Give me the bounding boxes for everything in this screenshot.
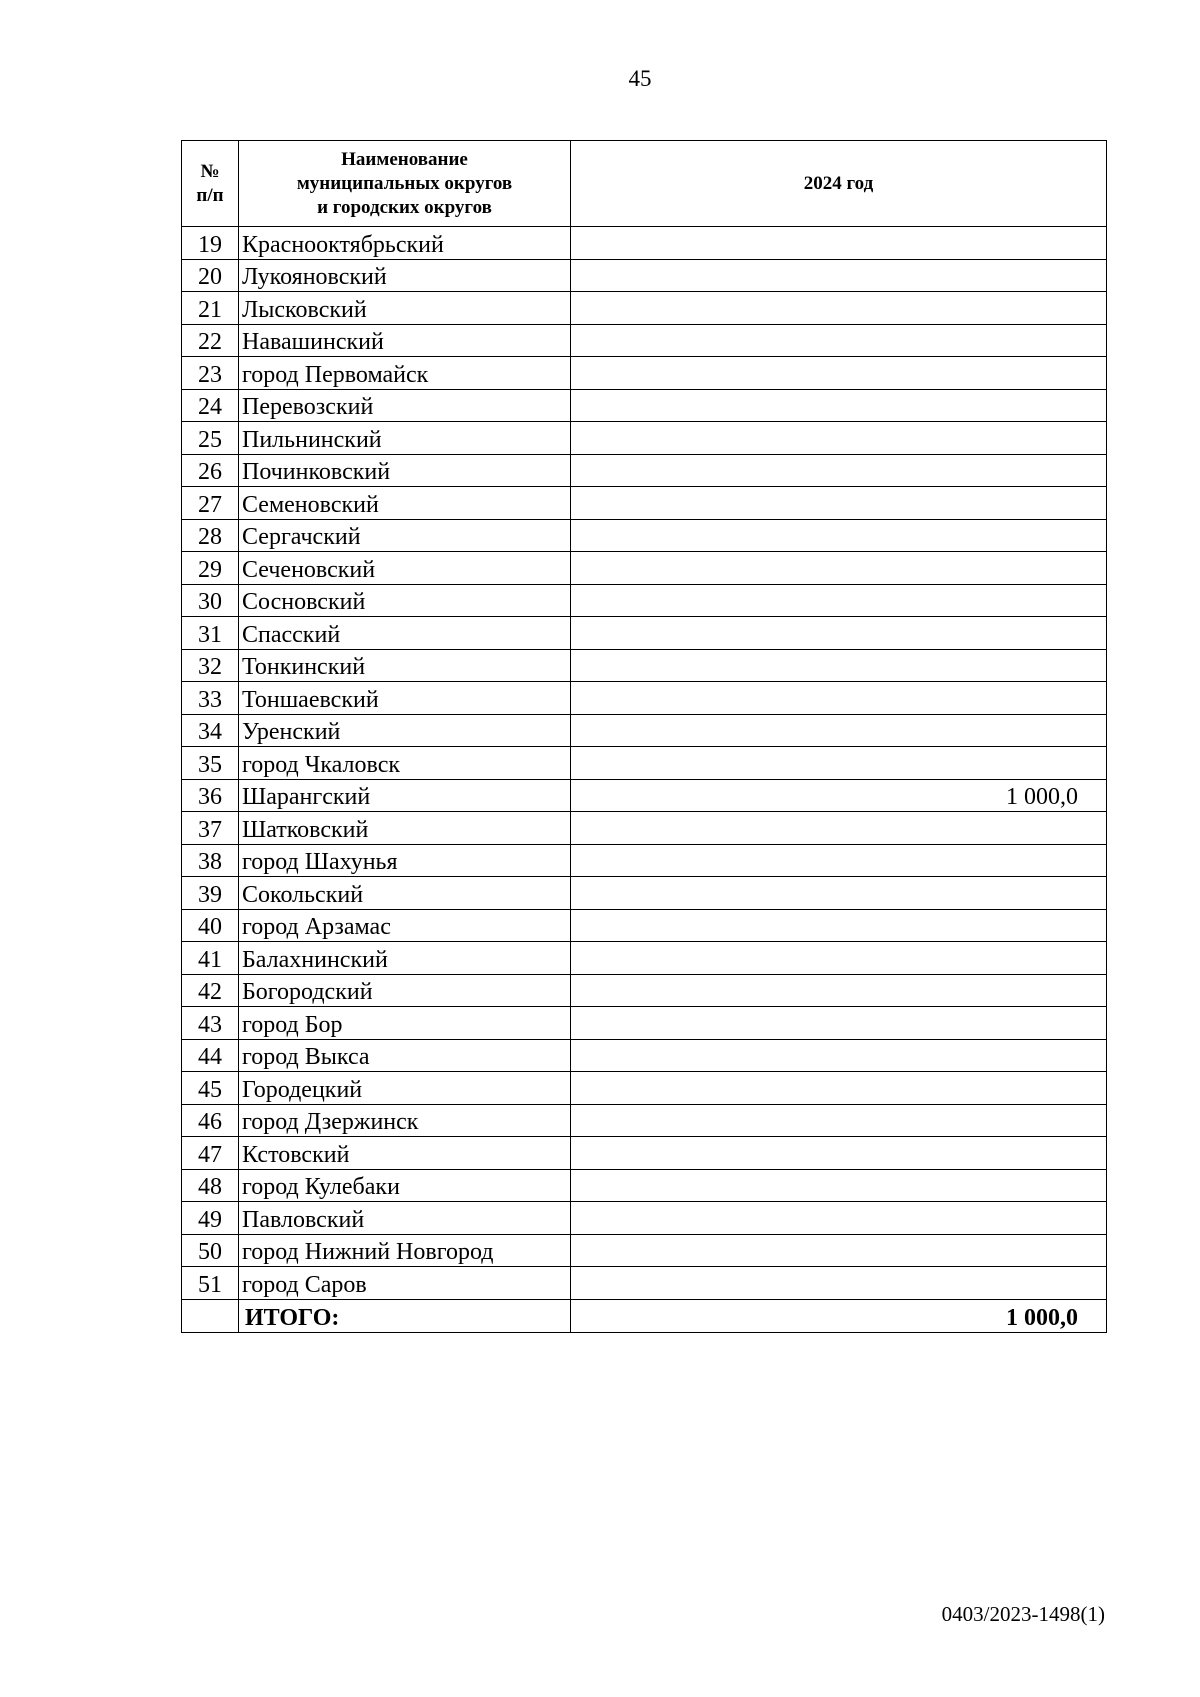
header-number: № п/п <box>182 141 239 227</box>
row-value <box>571 487 1107 520</box>
row-number: 30 <box>182 584 239 617</box>
row-name: Балахнинский <box>239 942 571 975</box>
row-name: Тоншаевский <box>239 682 571 715</box>
row-value <box>571 324 1107 357</box>
row-number: 43 <box>182 1007 239 1040</box>
row-name: город Саров <box>239 1267 571 1300</box>
row-name: город Выкса <box>239 1039 571 1072</box>
row-name: Перевозский <box>239 389 571 422</box>
row-value <box>571 292 1107 325</box>
row-name: город Чкаловск <box>239 747 571 780</box>
table-row <box>182 422 1107 455</box>
row-number: 38 <box>182 844 239 877</box>
row-number: 51 <box>182 1267 239 1300</box>
row-value <box>571 617 1107 650</box>
table-row <box>182 649 1107 682</box>
total-value: 1 000,0 <box>571 1299 1107 1332</box>
row-value <box>571 1202 1107 1235</box>
header-year: 2024 год <box>571 141 1107 227</box>
row-number: 23 <box>182 357 239 390</box>
table-row <box>182 1039 1107 1072</box>
row-name: Лукояновский <box>239 259 571 292</box>
row-value <box>571 649 1107 682</box>
row-value <box>571 1169 1107 1202</box>
row-value <box>571 812 1107 845</box>
row-number: 26 <box>182 454 239 487</box>
table-row <box>182 1234 1107 1267</box>
row-number: 47 <box>182 1137 239 1170</box>
table-body <box>182 227 1107 1300</box>
header-name: Наименование муниципальных округов и городских округов <box>239 141 571 227</box>
row-name: Навашинский <box>239 324 571 357</box>
table-row <box>182 259 1107 292</box>
page-number: 45 <box>628 66 652 91</box>
table-row <box>182 844 1107 877</box>
table-row <box>182 227 1107 260</box>
table-row <box>182 292 1107 325</box>
table-row <box>182 909 1107 942</box>
row-value <box>571 714 1107 747</box>
table-row <box>182 747 1107 780</box>
row-name: Семеновский <box>239 487 571 520</box>
row-value <box>571 1072 1107 1105</box>
table-row <box>182 519 1107 552</box>
table-row <box>182 357 1107 390</box>
row-number: 41 <box>182 942 239 975</box>
row-value <box>571 1039 1107 1072</box>
row-name: Городецкий <box>239 1072 571 1105</box>
row-value <box>571 422 1107 455</box>
row-number: 34 <box>182 714 239 747</box>
table-row <box>182 942 1107 975</box>
row-number: 21 <box>182 292 239 325</box>
row-number: 24 <box>182 389 239 422</box>
table-row <box>182 714 1107 747</box>
row-name: Починковский <box>239 454 571 487</box>
row-value <box>571 844 1107 877</box>
row-name: Сокольский <box>239 877 571 910</box>
table-row <box>182 877 1107 910</box>
table-row <box>182 1267 1107 1300</box>
row-value <box>571 1267 1107 1300</box>
row-name: Богородский <box>239 974 571 1007</box>
total-row <box>182 1299 1107 1332</box>
row-value <box>571 389 1107 422</box>
table-row <box>182 324 1107 357</box>
row-value <box>571 1137 1107 1170</box>
row-number: 42 <box>182 974 239 1007</box>
table-row <box>182 552 1107 585</box>
row-name: Тонкинский <box>239 649 571 682</box>
table-row <box>182 1137 1107 1170</box>
row-number: 45 <box>182 1072 239 1105</box>
row-number: 37 <box>182 812 239 845</box>
row-name: город Бор <box>239 1007 571 1040</box>
row-number: 28 <box>182 519 239 552</box>
row-name: Спасский <box>239 617 571 650</box>
row-value <box>571 584 1107 617</box>
row-value <box>571 357 1107 390</box>
row-number: 19 <box>182 227 239 260</box>
budget-table <box>181 140 1107 1333</box>
row-value <box>571 877 1107 910</box>
table-row <box>182 812 1107 845</box>
row-name: Краснооктябрьский <box>239 227 571 260</box>
row-number: 46 <box>182 1104 239 1137</box>
row-number: 25 <box>182 422 239 455</box>
row-value <box>571 552 1107 585</box>
table-row <box>182 1072 1107 1105</box>
row-value <box>571 259 1107 292</box>
row-value <box>571 974 1107 1007</box>
row-name: Шарангский <box>239 779 571 812</box>
table-row <box>182 1104 1107 1137</box>
row-number: 44 <box>182 1039 239 1072</box>
table-row <box>182 389 1107 422</box>
row-name: Пильнинский <box>239 422 571 455</box>
row-value <box>571 227 1107 260</box>
document-code: 0403/2023-1498(1) <box>941 1602 1105 1626</box>
row-name: город Шахунья <box>239 844 571 877</box>
row-number: 40 <box>182 909 239 942</box>
row-name: город Кулебаки <box>239 1169 571 1202</box>
row-value: 1 000,0 <box>571 779 1107 812</box>
row-value <box>571 747 1107 780</box>
table-row <box>182 617 1107 650</box>
row-number: 31 <box>182 617 239 650</box>
row-name: город Дзержинск <box>239 1104 571 1137</box>
table-row <box>182 1202 1107 1235</box>
row-value <box>571 519 1107 552</box>
row-value <box>571 454 1107 487</box>
row-value <box>571 909 1107 942</box>
row-number: 32 <box>182 649 239 682</box>
table-row <box>182 682 1107 715</box>
row-name: Шатковский <box>239 812 571 845</box>
row-number: 22 <box>182 324 239 357</box>
row-name: Лысковский <box>239 292 571 325</box>
table-row <box>182 779 1107 812</box>
row-value <box>571 1104 1107 1137</box>
row-number: 49 <box>182 1202 239 1235</box>
table-header-row <box>182 141 1107 227</box>
row-name: Сергачский <box>239 519 571 552</box>
row-number: 39 <box>182 877 239 910</box>
row-name: Кстовский <box>239 1137 571 1170</box>
table-row <box>182 487 1107 520</box>
row-name: Павловский <box>239 1202 571 1235</box>
row-number: 50 <box>182 1234 239 1267</box>
row-value <box>571 942 1107 975</box>
row-value <box>571 1007 1107 1040</box>
row-number: 36 <box>182 779 239 812</box>
total-num-cell <box>182 1299 239 1332</box>
row-name: Сосновский <box>239 584 571 617</box>
row-value <box>571 682 1107 715</box>
table-row <box>182 974 1107 1007</box>
row-number: 27 <box>182 487 239 520</box>
row-name: город Нижний Новгород <box>239 1234 571 1267</box>
row-number: 29 <box>182 552 239 585</box>
table-row <box>182 1169 1107 1202</box>
row-name: город Арзамас <box>239 909 571 942</box>
row-name: Уренский <box>239 714 571 747</box>
table-row <box>182 454 1107 487</box>
table-row <box>182 1007 1107 1040</box>
row-number: 48 <box>182 1169 239 1202</box>
row-value <box>571 1234 1107 1267</box>
total-label: ИТОГО: <box>239 1299 571 1332</box>
row-name: город Первомайск <box>239 357 571 390</box>
row-number: 33 <box>182 682 239 715</box>
row-number: 35 <box>182 747 239 780</box>
row-name: Сеченовский <box>239 552 571 585</box>
row-number: 20 <box>182 259 239 292</box>
table-row <box>182 584 1107 617</box>
